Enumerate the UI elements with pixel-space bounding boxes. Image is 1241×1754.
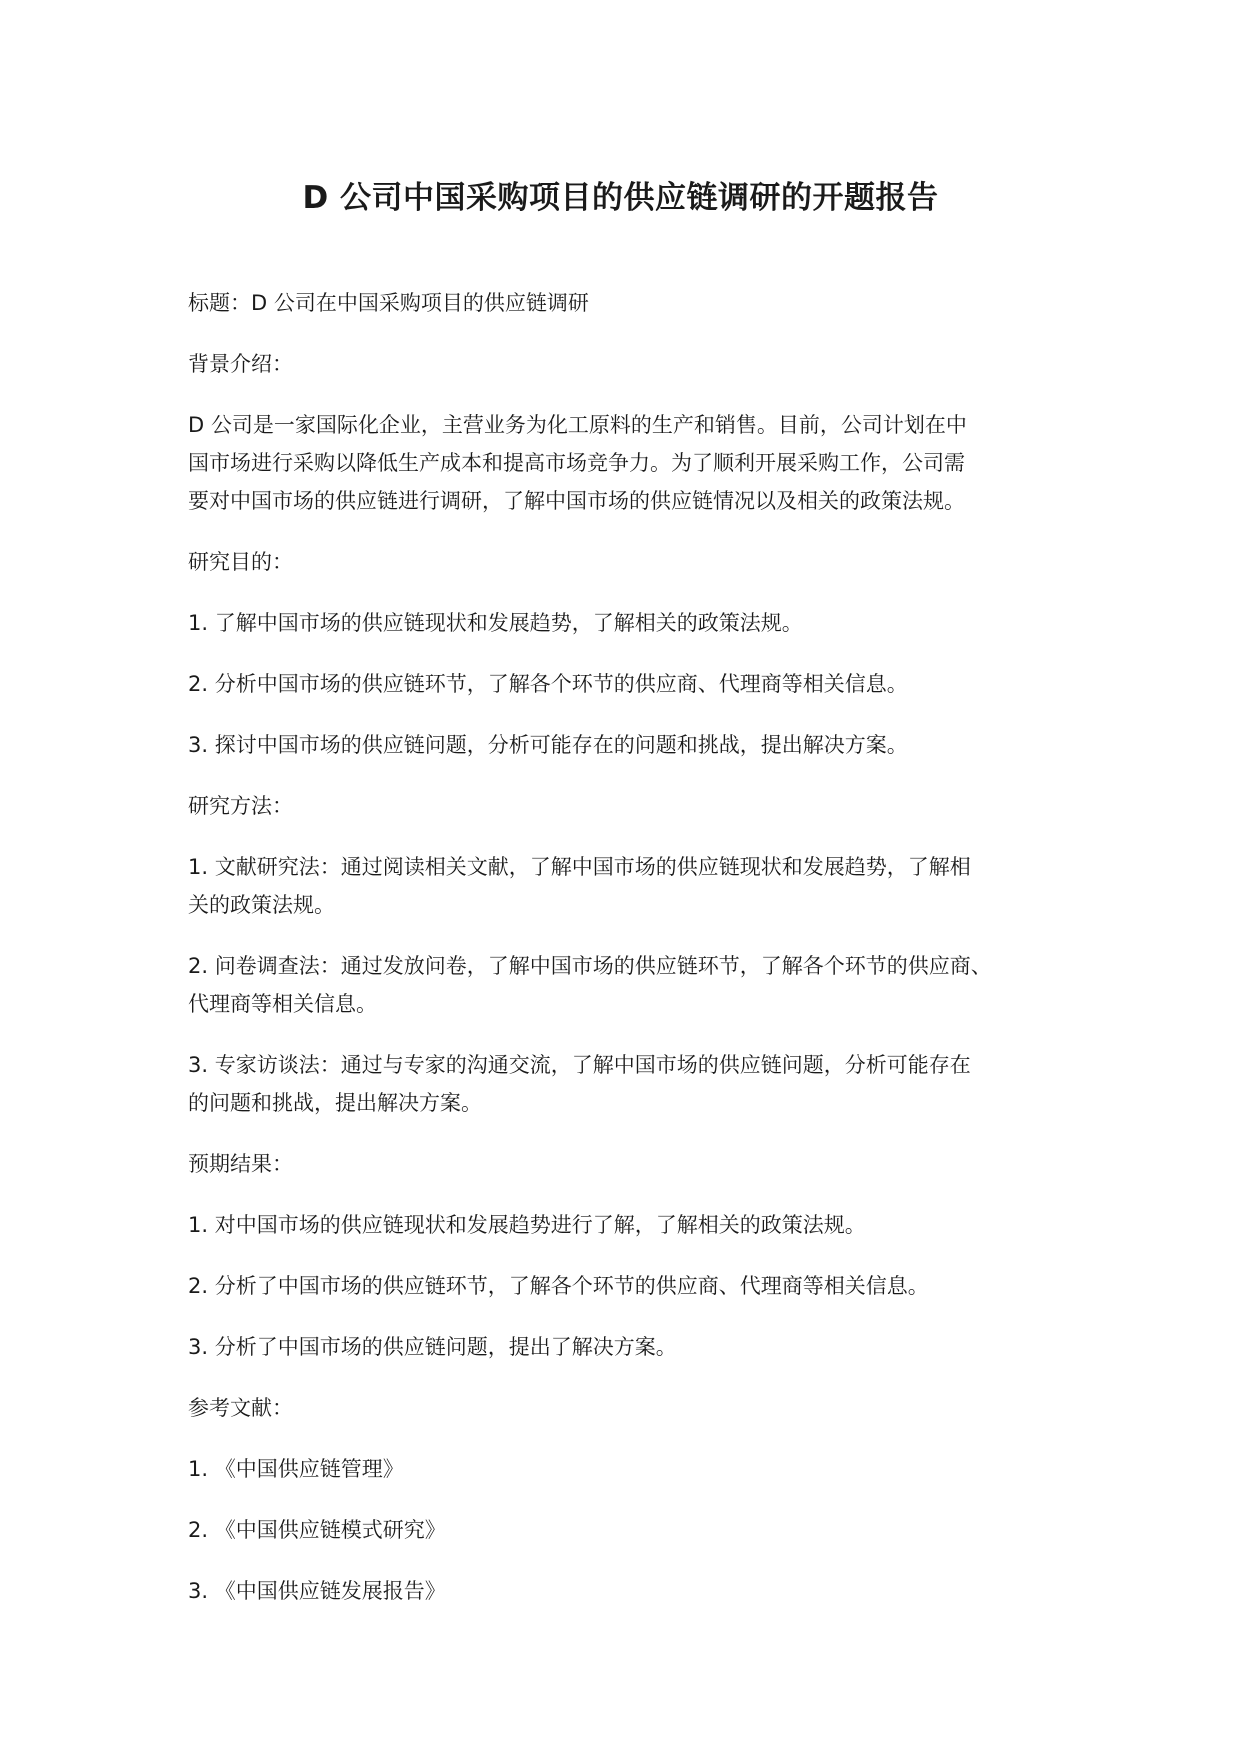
paragraph [188, 1389, 1088, 1427]
paragraph-line: 2. 《中国供应链模式研究》 [188, 1518, 446, 1542]
paragraph [188, 1206, 1088, 1244]
paragraph-line: 2. 分析中国市场的供应链环节，了解各个环节的供应商、代理商等相关信息。 [188, 672, 908, 696]
paragraph [188, 665, 1088, 703]
paragraph-line: 2. 分析了中国市场的供应链环节，了解各个环节的供应商、代理商等相关信息。 [188, 1274, 929, 1298]
paragraph [188, 787, 1088, 825]
paragraph-line: 国市场进行采购以降低生产成本和提高市场竞争力。为了顺利开展采购工作，公司需 [188, 451, 965, 475]
paragraph [188, 1145, 1088, 1183]
paragraph [188, 1267, 1088, 1305]
paragraph [188, 1572, 1088, 1610]
paragraph [188, 1046, 1088, 1122]
paragraph-line: 预期结果： [188, 1152, 293, 1176]
document-title: D 公司中国采购项目的供应链调研的开题报告 [302, 180, 939, 216]
paragraph [188, 848, 1088, 924]
paragraph-line: 3. 分析了中国市场的供应链问题，提出了解决方案。 [188, 1335, 677, 1359]
paragraph [188, 406, 1088, 520]
paragraph-line: 1. 文献研究法：通过阅读相关文献，了解中国市场的供应链现状和发展趋势，了解相 [188, 855, 971, 879]
document-body [188, 284, 1088, 1633]
paragraph-line: 的问题和挑战，提出解决方案。 [188, 1091, 482, 1115]
paragraph-line: 研究目的： [188, 550, 293, 574]
paragraph [188, 284, 1088, 322]
paragraph [188, 947, 1088, 1023]
paragraph-line: 1. 了解中国市场的供应链现状和发展趋势，了解相关的政策法规。 [188, 611, 803, 635]
paragraph-line: 参考文献： [188, 1396, 293, 1420]
paragraph-line: 2. 问卷调查法：通过发放问卷，了解中国市场的供应链环节，了解各个环节的供应商、 [188, 954, 992, 978]
paragraph-line: 标题：D 公司在中国采购项目的供应链调研 [188, 291, 589, 315]
paragraph [188, 1328, 1088, 1366]
paragraph [188, 726, 1088, 764]
paragraph-line: 3. 专家访谈法：通过与专家的沟通交流，了解中国市场的供应链问题，分析可能存在 [188, 1053, 971, 1077]
paragraph-line: 3. 探讨中国市场的供应链问题，分析可能存在的问题和挑战，提出解决方案。 [188, 733, 908, 757]
paragraph [188, 1511, 1088, 1549]
paragraph-line: 1. 对中国市场的供应链现状和发展趋势进行了解，了解相关的政策法规。 [188, 1213, 866, 1237]
paragraph-line: 3. 《中国供应链发展报告》 [188, 1579, 446, 1603]
paragraph-line: 关的政策法规。 [188, 893, 335, 917]
paragraph-line: 要对中国市场的供应链进行调研，了解中国市场的供应链情况以及相关的政策法规。 [188, 489, 965, 513]
paragraph [188, 604, 1088, 642]
paragraph [188, 1450, 1088, 1488]
paragraph-line: 代理商等相关信息。 [188, 992, 377, 1016]
paragraph-line: D 公司是一家国际化企业，主营业务为化工原料的生产和销售。目前，公司计划在中 [188, 413, 967, 437]
paragraph-line: 1. 《中国供应链管理》 [188, 1457, 404, 1481]
paragraph [188, 543, 1088, 581]
paragraph-line: 研究方法： [188, 794, 293, 818]
paragraph-line: 背景介绍： [188, 352, 293, 376]
paragraph [188, 345, 1088, 383]
